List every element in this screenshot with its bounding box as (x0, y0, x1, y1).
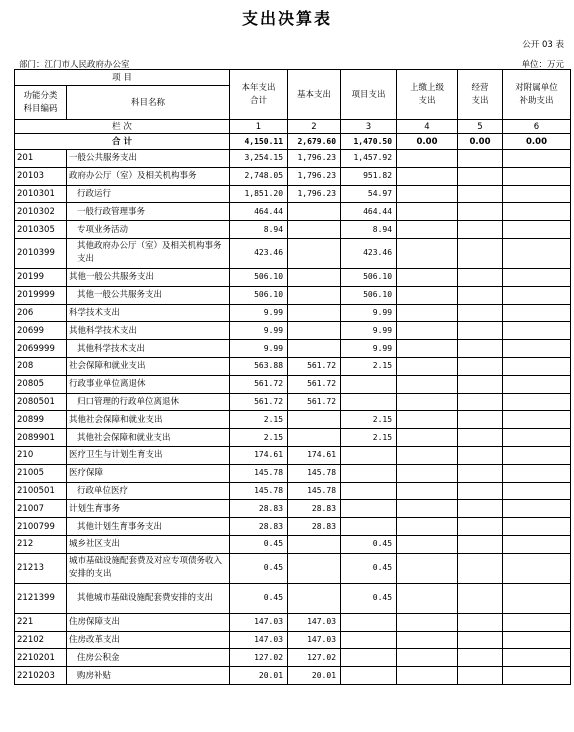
value-cell: 3,254.15 (230, 150, 288, 168)
subject-name-cell: 城市基础设施配套费及对应专项债务收入安排的支出 (67, 553, 230, 583)
value-cell: 127.02 (288, 649, 341, 667)
func-code-cell: 22102 (15, 631, 67, 649)
value-cell (458, 150, 503, 168)
func-code-cell: 2100501 (15, 482, 67, 500)
subject-name-cell: 住房公积金 (67, 649, 230, 667)
basic-header: 基本支出 (288, 70, 341, 120)
value-cell: 145.78 (288, 464, 341, 482)
subject-name-cell: 社会保障和就业支出 (67, 357, 230, 375)
value-cell (341, 375, 397, 393)
value-cell: 9.99 (341, 340, 397, 358)
value-cell: 20.01 (288, 667, 341, 685)
value-cell (458, 375, 503, 393)
value-cell: 423.46 (341, 238, 397, 268)
value-cell (458, 340, 503, 358)
subject-name-cell: 行政运行 (67, 185, 230, 203)
func-code-cell: 206 (15, 304, 67, 322)
value-cell: 8.94 (230, 221, 288, 239)
seq-4: 4 (397, 120, 458, 134)
subject-name-cell: 专项业务活动 (67, 221, 230, 239)
subject-name-cell: 科学技术支出 (67, 304, 230, 322)
value-cell (458, 411, 503, 429)
value-cell (458, 535, 503, 553)
subject-name-cell: 其他科学技术支出 (67, 322, 230, 340)
func-code-cell: 2069999 (15, 340, 67, 358)
value-cell (288, 322, 341, 340)
value-cell (397, 375, 458, 393)
value-cell (397, 667, 458, 685)
func-code-cell: 20899 (15, 411, 67, 429)
value-cell (397, 286, 458, 304)
value-cell (503, 482, 571, 500)
value-cell (503, 304, 571, 322)
value-cell (397, 340, 458, 358)
seq-label: 栏 次 (15, 120, 230, 134)
value-cell (288, 238, 341, 268)
func-code-cell: 20805 (15, 375, 67, 393)
value-cell (503, 150, 571, 168)
value-cell (458, 446, 503, 464)
value-cell (458, 322, 503, 340)
func-code-cell: 221 (15, 613, 67, 631)
subject-name-cell: 其他社会保障和就业支出 (67, 411, 230, 429)
value-cell (503, 203, 571, 221)
value-cell (341, 613, 397, 631)
seq-2: 2 (288, 120, 341, 134)
table-row (15, 518, 571, 536)
value-cell: 0.45 (230, 553, 288, 583)
value-cell (397, 583, 458, 613)
value-cell: 2.15 (341, 357, 397, 375)
value-cell (503, 649, 571, 667)
table-row (15, 500, 571, 518)
value-cell (341, 482, 397, 500)
value-cell (341, 667, 397, 685)
value-cell (458, 631, 503, 649)
unit-label: 单位：万元 (521, 60, 564, 70)
expenditure-table (14, 69, 571, 685)
value-cell (458, 185, 503, 203)
subject-name-cell: 计划生育事务 (67, 500, 230, 518)
value-cell: 145.78 (230, 482, 288, 500)
value-cell: 9.99 (341, 304, 397, 322)
value-cell (341, 393, 397, 411)
value-cell (503, 553, 571, 583)
table-row (15, 411, 571, 429)
value-cell (341, 631, 397, 649)
table-row (15, 238, 571, 268)
table-row (15, 446, 571, 464)
table-row (15, 375, 571, 393)
value-cell (341, 518, 397, 536)
table-row (15, 268, 571, 286)
value-cell (458, 613, 503, 631)
func-code-cell: 20699 (15, 322, 67, 340)
table-row (15, 304, 571, 322)
value-cell (503, 357, 571, 375)
value-cell: 147.03 (230, 631, 288, 649)
func-code-header-text: 功能分类 科目编码 (23, 90, 58, 114)
value-cell: 2.15 (341, 429, 397, 447)
value-cell (458, 482, 503, 500)
value-cell: 0.45 (341, 553, 397, 583)
value-cell (503, 286, 571, 304)
func-code-cell: 2210201 (15, 649, 67, 667)
seq-3: 3 (341, 120, 397, 134)
value-cell: 28.83 (288, 500, 341, 518)
value-cell (397, 203, 458, 221)
subject-name-cell: 一般公共服务支出 (67, 150, 230, 168)
table-row (15, 583, 571, 613)
value-cell (503, 167, 571, 185)
value-cell (397, 553, 458, 583)
value-cell (458, 667, 503, 685)
total-header (230, 70, 288, 120)
value-cell (503, 518, 571, 536)
value-cell (503, 322, 571, 340)
subject-name-cell: 其他科学技术支出 (67, 340, 230, 358)
value-cell (397, 649, 458, 667)
value-cell: 20.01 (230, 667, 288, 685)
value-cell (397, 613, 458, 631)
table-row (15, 167, 571, 185)
subject-name-cell: 其他一般公共服务支出 (67, 268, 230, 286)
subject-name-cell: 购房补贴 (67, 667, 230, 685)
value-cell (503, 238, 571, 268)
value-cell (397, 446, 458, 464)
value-cell (503, 268, 571, 286)
value-cell (288, 268, 341, 286)
table-row (15, 613, 571, 631)
value-cell: 1,796.23 (288, 185, 341, 203)
subject-name-cell: 其他社会保障和就业支出 (67, 429, 230, 447)
func-code-cell: 2010399 (15, 238, 67, 268)
value-cell (397, 411, 458, 429)
value-cell (458, 304, 503, 322)
value-cell: 0.45 (230, 535, 288, 553)
value-cell: 2.15 (230, 411, 288, 429)
value-cell: 506.10 (341, 268, 397, 286)
value-cell (397, 464, 458, 482)
value-cell (458, 429, 503, 447)
table-row (15, 340, 571, 358)
table-row (15, 649, 571, 667)
value-cell (397, 518, 458, 536)
value-cell (397, 500, 458, 518)
value-cell (397, 185, 458, 203)
value-cell (503, 446, 571, 464)
page-title: 支出决算表 (241, 9, 332, 28)
value-cell (458, 518, 503, 536)
table-row (15, 322, 571, 340)
value-cell: 147.03 (288, 631, 341, 649)
value-cell: 561.72 (230, 375, 288, 393)
value-cell: 147.03 (230, 613, 288, 631)
value-cell: 174.61 (230, 446, 288, 464)
subject-name-cell: 住房改革支出 (67, 631, 230, 649)
func-code-cell: 20103 (15, 167, 67, 185)
value-cell (503, 375, 571, 393)
value-cell (341, 446, 397, 464)
upper-header-text: 上缴上级 支出 (410, 82, 445, 106)
value-cell (397, 631, 458, 649)
value-cell: 464.44 (341, 203, 397, 221)
value-cell (458, 167, 503, 185)
value-cell (458, 464, 503, 482)
subject-name-cell: 城乡社区支出 (67, 535, 230, 553)
value-cell: 0.45 (230, 583, 288, 613)
value-cell: 561.72 (288, 375, 341, 393)
total-header-text: 本年支出 合计 (241, 82, 276, 106)
seq-5: 5 (458, 120, 503, 134)
func-code-cell: 2210203 (15, 667, 67, 685)
table-row (15, 482, 571, 500)
value-cell: 561.72 (288, 357, 341, 375)
value-cell: 561.72 (230, 393, 288, 411)
table-row (15, 553, 571, 583)
total-value: 2,679.60 (288, 134, 341, 150)
func-code-cell: 212 (15, 535, 67, 553)
func-code-cell: 2089901 (15, 429, 67, 447)
value-cell: 0.45 (341, 535, 397, 553)
value-cell (458, 500, 503, 518)
value-cell (397, 429, 458, 447)
total-value: 0.00 (503, 134, 571, 150)
operate-header (458, 70, 503, 120)
value-cell (288, 203, 341, 221)
value-cell: 2.15 (341, 411, 397, 429)
subject-name-cell: 政府办公厅（室）及相关机构事务 (67, 167, 230, 185)
value-cell: 9.99 (230, 322, 288, 340)
func-code-cell: 2100799 (15, 518, 67, 536)
department-label: 部门：江门市人民政府办公室 (19, 60, 130, 70)
value-cell (288, 553, 341, 583)
func-code-cell: 2121399 (15, 583, 67, 613)
value-cell (458, 238, 503, 268)
subject-name-cell: 其他政府办公厅（室）及相关机构事务支出 (67, 238, 230, 268)
value-cell (503, 535, 571, 553)
table-row (15, 221, 571, 239)
value-cell: 506.10 (230, 286, 288, 304)
value-cell (397, 482, 458, 500)
func-code-cell: 210 (15, 446, 67, 464)
func-code-cell: 2019999 (15, 286, 67, 304)
value-cell (341, 500, 397, 518)
value-cell: 28.83 (230, 518, 288, 536)
value-cell (288, 411, 341, 429)
value-cell: 147.03 (288, 613, 341, 631)
func-code-cell: 2010305 (15, 221, 67, 239)
value-cell (397, 221, 458, 239)
value-cell (458, 286, 503, 304)
subject-name-header: 科目名称 (67, 86, 230, 120)
value-cell: 127.02 (230, 649, 288, 667)
value-cell: 506.10 (230, 268, 288, 286)
total-value: 1,470.50 (341, 134, 397, 150)
subject-name-cell: 其他城市基础设施配套费安排的支出 (67, 583, 230, 613)
value-cell: 54.97 (341, 185, 397, 203)
value-cell (458, 649, 503, 667)
table-row (15, 631, 571, 649)
value-cell (503, 429, 571, 447)
value-cell: 563.88 (230, 357, 288, 375)
table-row (15, 150, 571, 168)
value-cell (397, 393, 458, 411)
value-cell: 561.72 (288, 393, 341, 411)
subject-name-cell: 一般行政管理事务 (67, 203, 230, 221)
table-row (15, 429, 571, 447)
func-code-cell: 2080501 (15, 393, 67, 411)
value-cell: 9.99 (230, 304, 288, 322)
table-row (15, 185, 571, 203)
subsidy-header (503, 70, 571, 120)
value-cell (503, 583, 571, 613)
value-cell (458, 583, 503, 613)
func-code-cell: 21007 (15, 500, 67, 518)
func-code-cell: 208 (15, 357, 67, 375)
value-cell (288, 583, 341, 613)
value-cell (397, 357, 458, 375)
value-cell: 28.83 (230, 500, 288, 518)
value-cell: 9.99 (341, 322, 397, 340)
subject-name-cell: 归口管理的行政单位离退休 (67, 393, 230, 411)
subject-name-cell: 医疗保障 (67, 464, 230, 482)
table-row (15, 393, 571, 411)
value-cell (458, 357, 503, 375)
value-cell (341, 649, 397, 667)
value-cell (288, 535, 341, 553)
value-cell: 28.83 (288, 518, 341, 536)
item-header: 项 目 (15, 70, 230, 86)
value-cell (397, 535, 458, 553)
value-cell: 2.15 (230, 429, 288, 447)
value-cell: 1,796.23 (288, 150, 341, 168)
total-row (15, 134, 571, 150)
table-row (15, 357, 571, 375)
total-label: 合 计 (15, 134, 230, 150)
value-cell (288, 304, 341, 322)
project-header: 项目支出 (341, 70, 397, 120)
value-cell: 2,748.05 (230, 167, 288, 185)
total-value: 0.00 (458, 134, 503, 150)
value-cell (341, 464, 397, 482)
value-cell (458, 553, 503, 583)
subject-name-cell: 行政事业单位离退休 (67, 375, 230, 393)
value-cell (503, 185, 571, 203)
value-cell (458, 221, 503, 239)
value-cell (503, 393, 571, 411)
value-cell (288, 286, 341, 304)
value-cell (397, 304, 458, 322)
seq-6: 6 (503, 120, 571, 134)
value-cell: 8.94 (341, 221, 397, 239)
value-cell (503, 613, 571, 631)
value-cell (397, 238, 458, 268)
value-cell: 423.46 (230, 238, 288, 268)
func-code-cell: 2010302 (15, 203, 67, 221)
subject-name-cell: 其他一般公共服务支出 (67, 286, 230, 304)
func-code-cell: 21005 (15, 464, 67, 482)
operate-header-text: 经营 支出 (471, 82, 489, 106)
value-cell: 1,796.23 (288, 167, 341, 185)
value-cell (503, 631, 571, 649)
table-row (15, 286, 571, 304)
value-cell: 506.10 (341, 286, 397, 304)
func-code-cell: 201 (15, 150, 67, 168)
value-cell: 174.61 (288, 446, 341, 464)
value-cell (503, 221, 571, 239)
subject-name-cell: 住房保障支出 (67, 613, 230, 631)
value-cell (458, 203, 503, 221)
total-value: 4,150.11 (230, 134, 288, 150)
value-cell (397, 322, 458, 340)
func-code-cell: 21213 (15, 553, 67, 583)
value-cell (503, 411, 571, 429)
value-cell (503, 500, 571, 518)
value-cell (503, 464, 571, 482)
table-row (15, 535, 571, 553)
value-cell (458, 268, 503, 286)
value-cell: 145.78 (288, 482, 341, 500)
subsidy-header-text: 对附属单位 补助支出 (515, 82, 558, 106)
value-cell: 464.44 (230, 203, 288, 221)
value-cell (503, 340, 571, 358)
upper-header (397, 70, 458, 120)
func-code-cell: 2010301 (15, 185, 67, 203)
subject-name-cell: 行政单位医疗 (67, 482, 230, 500)
value-cell (458, 393, 503, 411)
value-cell: 9.99 (230, 340, 288, 358)
subject-name-cell: 医疗卫生与计划生育支出 (67, 446, 230, 464)
value-cell (397, 167, 458, 185)
value-cell: 1,457.92 (341, 150, 397, 168)
value-cell: 951.82 (341, 167, 397, 185)
form-code: 公开 03 表 (522, 40, 564, 50)
value-cell (288, 429, 341, 447)
table-row (15, 203, 571, 221)
table-row (15, 667, 571, 685)
seq-1: 1 (230, 120, 288, 134)
value-cell: 1,851.20 (230, 185, 288, 203)
value-cell: 145.78 (230, 464, 288, 482)
func-code-header (15, 86, 67, 120)
table-row (15, 464, 571, 482)
value-cell (288, 340, 341, 358)
value-cell (503, 667, 571, 685)
func-code-cell: 20199 (15, 268, 67, 286)
total-value: 0.00 (397, 134, 458, 150)
value-cell: 0.45 (341, 583, 397, 613)
value-cell (397, 268, 458, 286)
subject-name-cell: 其他计划生育事务支出 (67, 518, 230, 536)
value-cell (288, 221, 341, 239)
value-cell (397, 150, 458, 168)
